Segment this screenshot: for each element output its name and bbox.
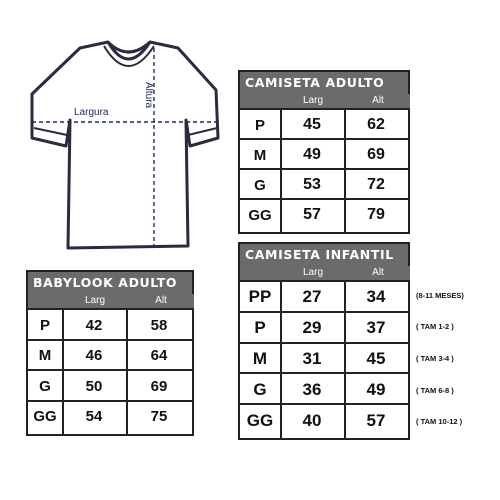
larg-cell: 50 xyxy=(85,377,103,395)
infantil-grid xyxy=(240,280,408,438)
larg-cell: 42 xyxy=(85,316,103,334)
size-cell: G xyxy=(39,377,51,395)
alt-cell: 69 xyxy=(367,146,385,163)
infantil-col-alt: Alt xyxy=(346,266,410,280)
infantil-colhead-blank xyxy=(240,266,280,280)
alt-cell: 79 xyxy=(367,206,385,223)
size-cell: GG xyxy=(246,410,274,430)
tshirt-outline-icon xyxy=(18,38,223,263)
larg-cell: 31 xyxy=(302,348,322,368)
alt-cell: 58 xyxy=(150,316,168,334)
babylook-grid xyxy=(28,308,192,434)
width-label: Largura xyxy=(74,107,109,118)
infantil-title: CAMISETA INFANTIL xyxy=(240,244,408,266)
adulto-table xyxy=(238,70,410,234)
infantil-table xyxy=(238,242,410,440)
larg-cell: 27 xyxy=(302,287,322,307)
adulto-col-larg: Larg xyxy=(280,94,346,108)
size-cell: P xyxy=(254,116,265,134)
table-row xyxy=(240,168,408,200)
age-note: ( TAM 3-4 ) xyxy=(416,354,454,363)
age-note: ( TAM 6-8 ) xyxy=(416,385,454,395)
size-cell: M xyxy=(38,347,52,365)
alt-cell: 75 xyxy=(150,408,168,426)
table-row xyxy=(28,308,192,341)
table-row xyxy=(240,198,408,230)
size-cell: P xyxy=(39,316,50,334)
babylook-col-alt: Alt xyxy=(128,294,194,308)
table-row xyxy=(240,372,408,405)
babylook-col-larg: Larg xyxy=(62,294,128,308)
size-cell: GG xyxy=(33,408,57,426)
infantil-col-larg: Larg xyxy=(280,266,346,280)
age-note: ( TAM 1-2 ) xyxy=(416,322,454,332)
larg-cell: 53 xyxy=(303,176,321,193)
table-row xyxy=(240,108,408,140)
larg-cell: 46 xyxy=(85,347,103,365)
height-label: Altura xyxy=(143,82,154,109)
alt-cell: 45 xyxy=(366,348,386,368)
size-cell: G xyxy=(254,176,266,194)
tshirt-diagram xyxy=(18,38,223,263)
alt-cell: 62 xyxy=(367,116,385,133)
size-cell: G xyxy=(253,379,267,399)
alt-cell: 72 xyxy=(367,176,385,193)
table-row xyxy=(28,369,192,402)
larg-cell: 49 xyxy=(303,146,321,163)
larg-cell: 45 xyxy=(303,116,321,133)
babylook-colhead-blank xyxy=(28,294,62,308)
table-row xyxy=(28,339,192,372)
babylook-table xyxy=(26,270,194,436)
table-row xyxy=(240,138,408,170)
larg-cell: 29 xyxy=(302,318,322,338)
table-row xyxy=(240,403,408,436)
size-cell: M xyxy=(253,146,267,164)
alt-cell: 57 xyxy=(366,410,386,430)
table-row xyxy=(28,400,192,433)
table-row xyxy=(240,280,408,313)
size-cell: P xyxy=(254,318,266,338)
size-cell: M xyxy=(252,348,268,368)
age-note: ( TAM 10-12 ) xyxy=(416,417,463,427)
babylook-title: BABYLOOK ADULTO xyxy=(28,272,192,294)
table-row xyxy=(240,311,408,344)
size-cell: PP xyxy=(248,287,272,307)
larg-cell: 54 xyxy=(85,408,103,426)
adulto-colhead-blank xyxy=(240,94,280,108)
adulto-grid xyxy=(240,108,408,232)
size-cell: GG xyxy=(248,206,272,224)
larg-cell: 36 xyxy=(302,379,322,399)
larg-cell: 40 xyxy=(302,410,322,430)
larg-cell: 57 xyxy=(303,206,321,223)
table-row xyxy=(240,342,408,375)
alt-cell: 49 xyxy=(366,379,386,399)
adulto-title: CAMISETA ADULTO xyxy=(240,72,408,94)
alt-cell: 69 xyxy=(150,377,168,395)
adulto-col-alt: Alt xyxy=(346,94,410,108)
alt-cell: 64 xyxy=(150,347,168,365)
alt-cell: 34 xyxy=(366,287,386,307)
alt-cell: 37 xyxy=(366,318,386,338)
age-note: (8-11 MESES) xyxy=(416,290,464,300)
